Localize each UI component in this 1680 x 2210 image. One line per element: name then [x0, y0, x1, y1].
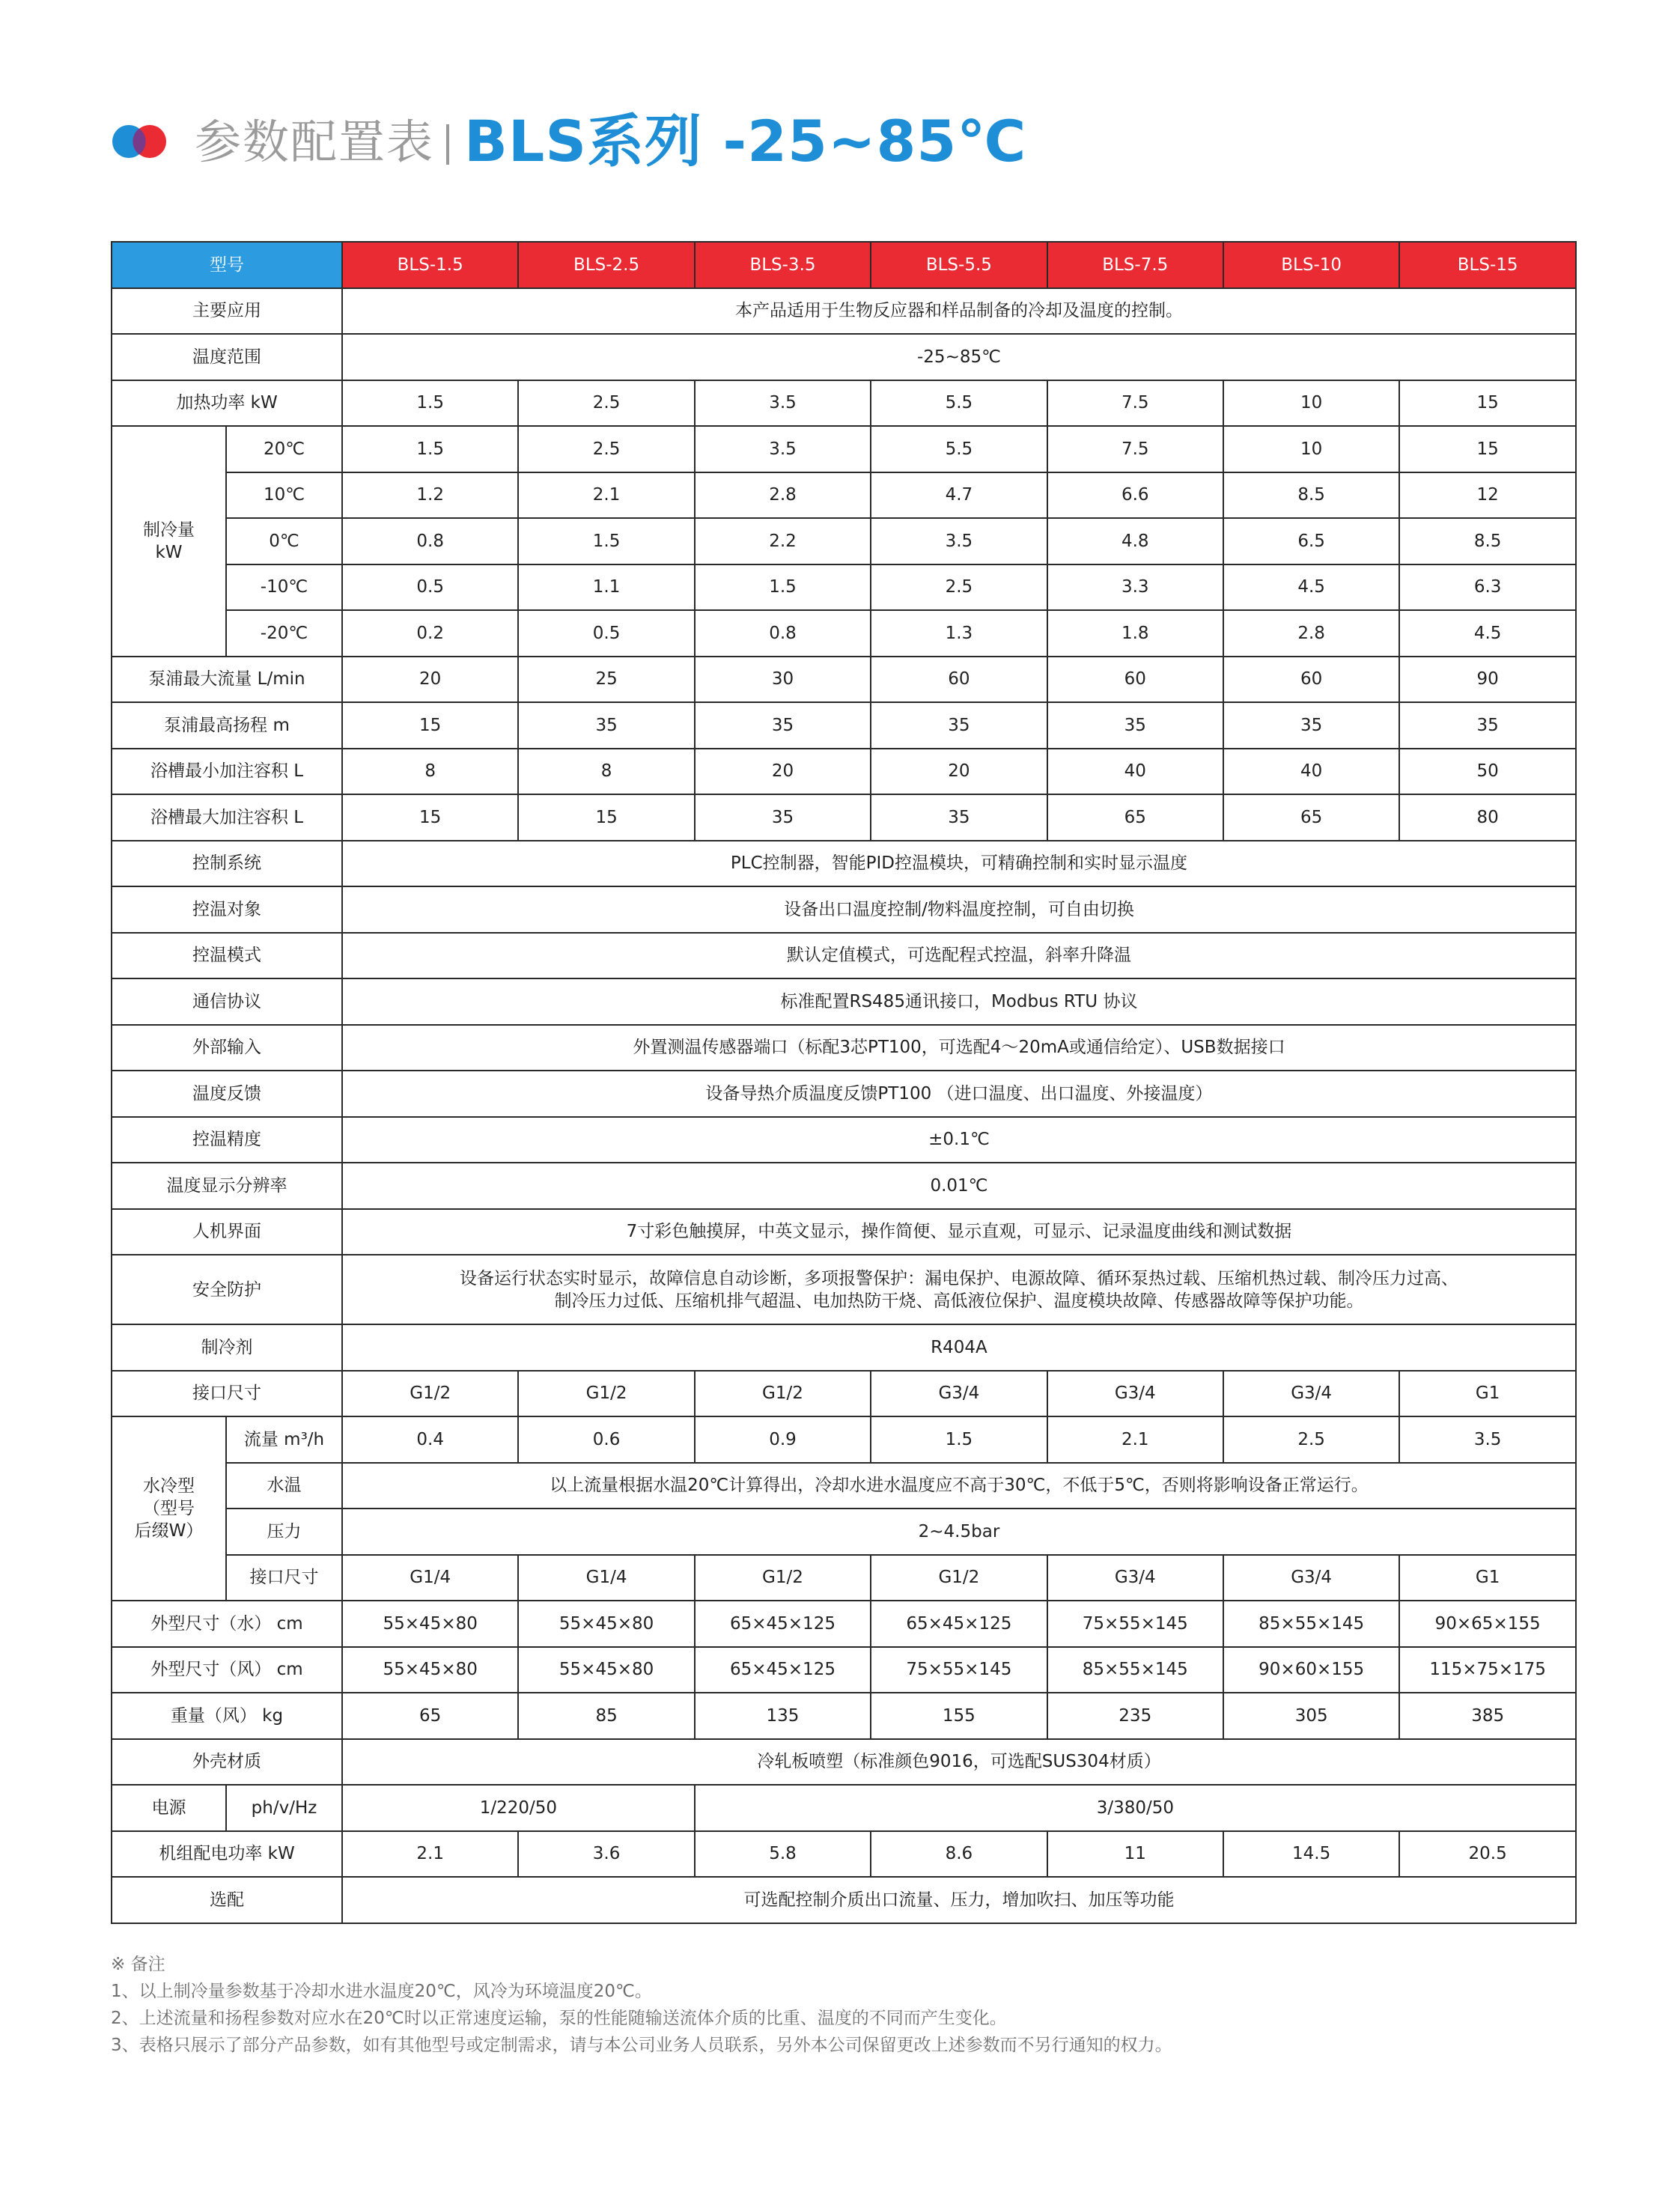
cooling-value-cell: 6.5: [1223, 518, 1399, 564]
cooling-value-cell: 10: [1223, 426, 1399, 472]
row-resolution: [112, 1163, 1576, 1209]
note-item: 2、上述流量和扬程参数对应水在20℃时以正常速度运输，泵的性能随输送流体介质的比重、温度的不同而产生变化。: [111, 2009, 1007, 2028]
row-label: 安全防护: [112, 1255, 342, 1324]
power-value-cell: 1/220/50: [342, 1785, 695, 1831]
water-sub-label: 水温: [226, 1463, 342, 1509]
row-heating-power: [112, 380, 1576, 427]
heating-power-cell: 10: [1223, 380, 1399, 427]
water-port-cell: G1: [1399, 1555, 1576, 1601]
cooling-temp-label: -10℃: [226, 564, 342, 611]
bath-min-cell: 20: [871, 749, 1047, 795]
cooling-value-cell: 8.5: [1399, 518, 1576, 564]
water-port-cell: G1/2: [695, 1555, 871, 1601]
unit-power-cell: 14.5: [1223, 1831, 1399, 1878]
water-port-cell: G3/4: [1223, 1555, 1399, 1601]
pump-flow-cell: 30: [695, 657, 871, 703]
row-water-pressure: [112, 1509, 1576, 1555]
weight-cell: 305: [1223, 1693, 1399, 1739]
row-pump-flow: [112, 657, 1576, 703]
row-control-mode: [112, 933, 1576, 979]
row-cooling-capacity: [112, 426, 1576, 472]
cooling-value-cell: 7.5: [1047, 426, 1223, 472]
notes-section: [111, 1951, 1172, 2059]
row-cooling-capacity: [112, 472, 1576, 519]
cooling-value-cell: 3.5: [695, 426, 871, 472]
water-sub-label: 流量 m³/h: [226, 1416, 342, 1463]
cooling-value-cell: 6.3: [1399, 564, 1576, 611]
water-port-cell: G1/4: [518, 1555, 694, 1601]
cooling-value-cell: 1.1: [518, 564, 694, 611]
bath-min-cell: 40: [1223, 749, 1399, 795]
row-value: 外置测温传感器端口（标配3芯PT100，可选配4～20mA或通信给定）、USB数据接口: [342, 1025, 1576, 1071]
row-temp-range: [112, 334, 1576, 380]
dim-water-cell: 55×45×80: [342, 1601, 518, 1647]
row-water-flow: [112, 1416, 1576, 1463]
pump-flow-cell: 60: [871, 657, 1047, 703]
dim-air-cell: 55×45×80: [518, 1647, 694, 1693]
cooling-value-cell: 3.3: [1047, 564, 1223, 611]
row-cooling-capacity: [112, 518, 1576, 564]
safety-line: 制冷压力过低、压缩机排气超温、电加热防干烧、高低液位保护、温度模块故障、传感器故障等保护功能。: [554, 1291, 1364, 1311]
row-pump-head: [112, 702, 1576, 749]
bath-max-cell: 35: [871, 794, 1047, 841]
weight-cell: 235: [1047, 1693, 1223, 1739]
bath-min-cell: 8: [518, 749, 694, 795]
brand-logo-icon: [111, 121, 171, 162]
unit-power-cell: 8.6: [871, 1831, 1047, 1878]
heating-power-cell: 7.5: [1047, 380, 1223, 427]
safety-line: 设备运行状态实时显示，故障信息自动诊断，多项报警保护：漏电保护、电源故障、循环泵热过载、压缩机热过载、制冷压力过高、: [459, 1268, 1458, 1288]
cooling-value-cell: 4.5: [1399, 610, 1576, 657]
cooling-value-cell: 0.5: [342, 564, 518, 611]
row-cooling-capacity: [112, 564, 1576, 611]
row-value: 以上流量根据水温20℃计算得出，冷却水进水温度应不高于30℃，不低于5℃，否则将影响设备正常运行。: [342, 1463, 1576, 1509]
row-communication: [112, 978, 1576, 1025]
row-value: ±0.1℃: [342, 1117, 1576, 1163]
cooling-value-cell: 1.5: [518, 518, 694, 564]
row-label: 控制系统: [112, 841, 342, 887]
heating-power-cell: 5.5: [871, 380, 1047, 427]
dim-air-cell: 55×45×80: [342, 1647, 518, 1693]
cooling-value-cell: 12: [1399, 472, 1576, 519]
weight-cell: 155: [871, 1693, 1047, 1739]
cooling-value-cell: 2.8: [695, 472, 871, 519]
page-header: [111, 108, 1533, 178]
water-flow-cell: 2.1: [1047, 1416, 1223, 1463]
row-value: 2~4.5bar: [342, 1509, 1576, 1555]
row-label: 温度显示分辨率: [112, 1163, 342, 1209]
heating-power-cell: 2.5: [518, 380, 694, 427]
pump-head-cell: 35: [1223, 702, 1399, 749]
cooling-group-label: 制冷量 kW: [112, 426, 226, 657]
header-model-label: 型号: [112, 242, 342, 288]
weight-cell: 135: [695, 1693, 871, 1739]
dim-air-cell: 85×55×145: [1047, 1647, 1223, 1693]
row-label: 制冷剂: [112, 1324, 342, 1371]
bath-min-cell: 50: [1399, 749, 1576, 795]
row-external-input: [112, 1025, 1576, 1071]
row-hmi: [112, 1209, 1576, 1255]
bath-max-cell: 80: [1399, 794, 1576, 841]
cooling-value-cell: 4.8: [1047, 518, 1223, 564]
cooling-value-cell: 2.1: [518, 472, 694, 519]
row-value: 默认定值模式，可选配程式控温，斜率升降温: [342, 933, 1576, 979]
pump-flow-cell: 90: [1399, 657, 1576, 703]
row-port-size: [112, 1371, 1576, 1417]
bath-min-cell: 8: [342, 749, 518, 795]
bath-max-cell: 65: [1047, 794, 1223, 841]
cooling-value-cell: 0.8: [342, 518, 518, 564]
cooling-value-cell: 1.8: [1047, 610, 1223, 657]
row-bath-min: [112, 749, 1576, 795]
row-precision: [112, 1117, 1576, 1163]
unit-power-cell: 5.8: [695, 1831, 871, 1878]
pump-flow-cell: 60: [1223, 657, 1399, 703]
pump-flow-cell: 25: [518, 657, 694, 703]
cooling-value-cell: 8.5: [1223, 472, 1399, 519]
cooling-temp-label: 10℃: [226, 472, 342, 519]
row-value: 设备导热介质温度反馈PT100 （进口温度、出口温度、外接温度）: [342, 1071, 1576, 1117]
row-label: 接口尺寸: [112, 1371, 342, 1417]
water-flow-cell: 2.5: [1223, 1416, 1399, 1463]
water-flow-cell: 0.4: [342, 1416, 518, 1463]
dim-water-cell: 90×65×155: [1399, 1601, 1576, 1647]
power-unit-label: ph/v/Hz: [226, 1785, 342, 1831]
water-flow-cell: 1.5: [871, 1416, 1047, 1463]
table-header-row: [112, 242, 1576, 288]
row-value: 7寸彩色触摸屏，中英文显示，操作简便、显示直观，可显示、记录温度曲线和测试数据: [342, 1209, 1576, 1255]
cooling-value-cell: 1.3: [871, 610, 1047, 657]
header-model-cell: BLS-2.5: [518, 242, 694, 288]
row-value: PLC控制器，智能PID控温模块，可精确控制和实时显示温度: [342, 841, 1576, 887]
row-label: 外型尺寸（风） cm: [112, 1647, 342, 1693]
page-title-cn: 参数配置表: [195, 115, 435, 169]
row-value: R404A: [342, 1324, 1576, 1371]
row-value: 0.01℃: [342, 1163, 1576, 1209]
header-model-cell: BLS-5.5: [871, 242, 1047, 288]
dim-water-cell: 55×45×80: [518, 1601, 694, 1647]
bath-max-cell: 15: [342, 794, 518, 841]
pump-head-cell: 35: [695, 702, 871, 749]
weight-cell: 385: [1399, 1693, 1576, 1739]
header-model-cell: BLS-15: [1399, 242, 1576, 288]
cooling-temp-label: -20℃: [226, 610, 342, 657]
cooling-value-cell: 2.5: [518, 426, 694, 472]
weight-cell: 85: [518, 1693, 694, 1739]
row-label: 主要应用: [112, 288, 342, 335]
dim-air-cell: 75×55×145: [871, 1647, 1047, 1693]
row-value: 本产品适用于生物反应器和样品制备的冷却及温度的控制。: [342, 288, 1576, 335]
cooling-value-cell: 0.8: [695, 610, 871, 657]
page-title-series: BLS系列 -25~85℃: [464, 108, 1027, 174]
port-size-cell: G3/4: [1047, 1371, 1223, 1417]
dim-water-cell: 75×55×145: [1047, 1601, 1223, 1647]
cooling-value-cell: 2.5: [871, 564, 1047, 611]
dim-air-cell: 115×75×175: [1399, 1647, 1576, 1693]
row-label: 温度范围: [112, 334, 342, 380]
row-value: 设备出口温度控制/物料温度控制，可自由切换: [342, 886, 1576, 933]
row-label: 浴槽最大加注容积 L: [112, 794, 342, 841]
row-value: 标准配置RS485通讯接口，Modbus RTU 协议: [342, 978, 1576, 1025]
unit-power-cell: 2.1: [342, 1831, 518, 1878]
water-sub-label: 压力: [226, 1509, 342, 1555]
row-label: 电源: [112, 1785, 226, 1831]
cooling-value-cell: 4.5: [1223, 564, 1399, 611]
row-value: -25~85℃: [342, 334, 1576, 380]
row-label: 控温模式: [112, 933, 342, 979]
row-label: 选配: [112, 1877, 342, 1923]
cooling-value-cell: 15: [1399, 426, 1576, 472]
water-sub-label: 接口尺寸: [226, 1555, 342, 1601]
row-application: [112, 288, 1576, 335]
row-label: 外型尺寸（水） cm: [112, 1601, 342, 1647]
unit-power-cell: 11: [1047, 1831, 1223, 1878]
heating-power-cell: 1.5: [342, 380, 518, 427]
note-item: 1、以上制冷量参数基于冷却水进水温度20℃，风冷为环境温度20℃。: [111, 1982, 652, 2001]
row-label: 温度反馈: [112, 1071, 342, 1117]
cooling-value-cell: 1.2: [342, 472, 518, 519]
water-port-cell: G1/2: [871, 1555, 1047, 1601]
water-flow-cell: 0.6: [518, 1416, 694, 1463]
row-water-port: [112, 1555, 1576, 1601]
port-size-cell: G1/2: [342, 1371, 518, 1417]
title-divider: [446, 124, 449, 165]
pump-flow-cell: 60: [1047, 657, 1223, 703]
row-water-temp: [112, 1463, 1576, 1509]
cooling-temp-label: 0℃: [226, 518, 342, 564]
header-model-cell: BLS-7.5: [1047, 242, 1223, 288]
dim-water-cell: 85×55×145: [1223, 1601, 1399, 1647]
cooling-value-cell: 1.5: [695, 564, 871, 611]
port-size-cell: G1: [1399, 1371, 1576, 1417]
cooling-value-cell: 1.5: [342, 426, 518, 472]
row-label: 外部输入: [112, 1025, 342, 1071]
bath-max-cell: 35: [695, 794, 871, 841]
cooling-temp-label: 20℃: [226, 426, 342, 472]
heating-power-cell: 3.5: [695, 380, 871, 427]
bath-min-cell: 20: [695, 749, 871, 795]
row-label: 泵浦最大流量 L/min: [112, 657, 342, 703]
pump-head-cell: 35: [518, 702, 694, 749]
unit-power-cell: 3.6: [518, 1831, 694, 1878]
pump-head-cell: 15: [342, 702, 518, 749]
row-label: 重量（风） kg: [112, 1693, 342, 1739]
weight-cell: 65: [342, 1693, 518, 1739]
spec-table: [111, 241, 1577, 1924]
row-weight: [112, 1693, 1576, 1739]
cooling-value-cell: 2.8: [1223, 610, 1399, 657]
row-label: 浴槽最小加注容积 L: [112, 749, 342, 795]
row-label: 控温精度: [112, 1117, 342, 1163]
cooling-value-cell: 6.6: [1047, 472, 1223, 519]
row-control-object: [112, 886, 1576, 933]
heating-power-cell: 15: [1399, 380, 1576, 427]
unit-power-cell: 20.5: [1399, 1831, 1576, 1878]
dim-air-cell: 65×45×125: [695, 1647, 871, 1693]
row-bath-max: [112, 794, 1576, 841]
row-label: 人机界面: [112, 1209, 342, 1255]
row-dim-water: [112, 1601, 1576, 1647]
dim-water-cell: 65×45×125: [871, 1601, 1047, 1647]
row-value: [342, 1255, 1576, 1324]
water-flow-cell: 3.5: [1399, 1416, 1576, 1463]
row-label: 外壳材质: [112, 1739, 342, 1786]
row-shell-material: [112, 1739, 1576, 1786]
cooling-value-cell: 4.7: [871, 472, 1047, 519]
water-port-cell: G1/4: [342, 1555, 518, 1601]
row-unit-power: [112, 1831, 1576, 1878]
header-model-cell: BLS-10: [1223, 242, 1399, 288]
row-control-system: [112, 841, 1576, 887]
pump-flow-cell: 20: [342, 657, 518, 703]
bath-min-cell: 40: [1047, 749, 1223, 795]
power-value-cell: 3/380/50: [695, 1785, 1576, 1831]
pump-head-cell: 35: [1399, 702, 1576, 749]
row-temp-feedback: [112, 1071, 1576, 1117]
bath-max-cell: 15: [518, 794, 694, 841]
water-port-cell: G3/4: [1047, 1555, 1223, 1601]
port-size-cell: G3/4: [871, 1371, 1047, 1417]
row-refrigerant: [112, 1324, 1576, 1371]
dim-water-cell: 65×45×125: [695, 1601, 871, 1647]
cooling-value-cell: 0.2: [342, 610, 518, 657]
pump-head-cell: 35: [1047, 702, 1223, 749]
row-label: 控温对象: [112, 886, 342, 933]
row-safety: [112, 1255, 1576, 1324]
port-size-cell: G1/2: [518, 1371, 694, 1417]
cooling-value-cell: 0.5: [518, 610, 694, 657]
water-flow-cell: 0.9: [695, 1416, 871, 1463]
dim-air-cell: 90×60×155: [1223, 1647, 1399, 1693]
row-value: 可选配控制介质出口流量、压力，增加吹扫、加压等功能: [342, 1877, 1576, 1923]
row-label: 机组配电功率 kW: [112, 1831, 342, 1878]
port-size-cell: G1/2: [695, 1371, 871, 1417]
row-options: [112, 1877, 1576, 1923]
water-group-label: 水冷型 （型号 后缀W）: [112, 1416, 226, 1601]
cooling-value-cell: 5.5: [871, 426, 1047, 472]
cooling-value-cell: 2.2: [695, 518, 871, 564]
row-cooling-capacity: [112, 610, 1576, 657]
pump-head-cell: 35: [871, 702, 1047, 749]
notes-title: ※ 备注: [111, 1955, 165, 1974]
header-model-cell: BLS-1.5: [342, 242, 518, 288]
row-power-supply: [112, 1785, 1576, 1831]
header-model-cell: BLS-3.5: [695, 242, 871, 288]
note-item: 3、表格只展示了部分产品参数，如有其他型号或定制需求，请与本公司业务人员联系，另外本公司保留更改上述参数而不另行通知的权力。: [111, 2036, 1172, 2055]
row-label: 泵浦最高扬程 m: [112, 702, 342, 749]
port-size-cell: G3/4: [1223, 1371, 1399, 1417]
row-value: 冷轧板喷塑（标准颜色9016，可选配SUS304材质）: [342, 1739, 1576, 1786]
row-dim-air: [112, 1647, 1576, 1693]
row-label: 加热功率 kW: [112, 380, 342, 427]
bath-max-cell: 65: [1223, 794, 1399, 841]
row-label: 通信协议: [112, 978, 342, 1025]
cooling-value-cell: 3.5: [871, 518, 1047, 564]
